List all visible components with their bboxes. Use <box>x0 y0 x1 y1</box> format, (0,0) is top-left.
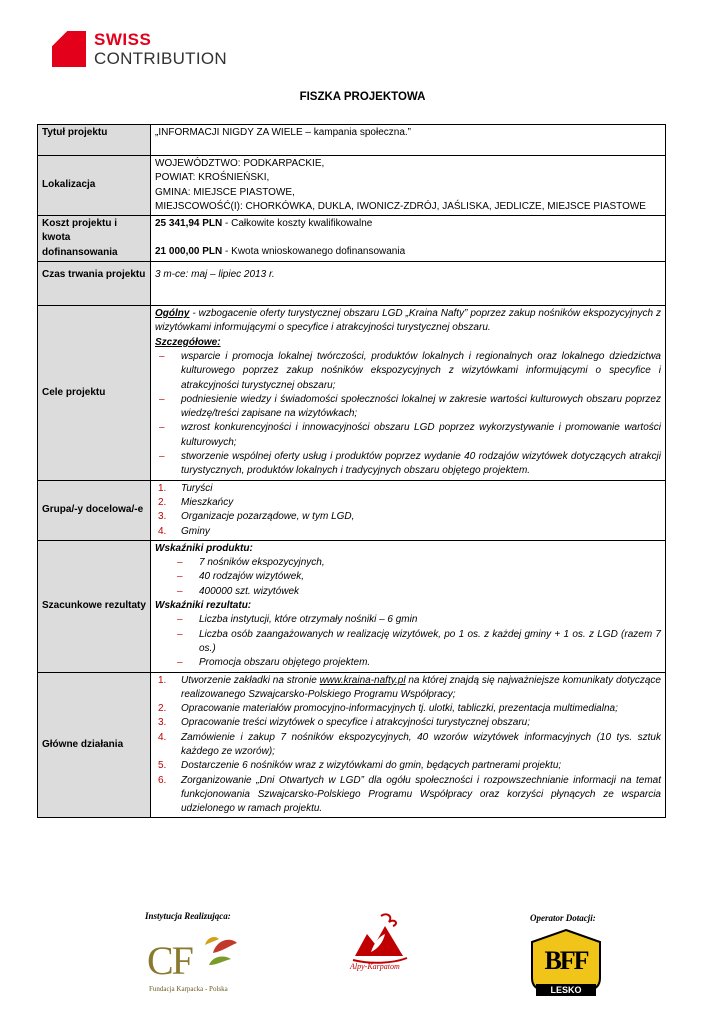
page-title: FISZKA PROJEKTOWA <box>299 91 426 103</box>
list-item: 1. Utworzenie zakładki na stronie www.kraina-nafty.pl na której znajdą się najważniejsze komunikaty dotyczące realizowanego Szwajcarsko-Polskiego Programu Współpracy; <box>158 674 661 700</box>
lok-line: POWIAT: KROŚNIEŃSKI, <box>155 172 270 184</box>
list-item: – podniesienie wiedzy i świadomości społeczności lokalnej w zakresie wartości kulturowych obszaru poprzez wiedzę/treści zapisane na wizytówkach; <box>155 393 661 422</box>
list-item: 4. Zamówienie i zakup 7 nośników ekspozycyjnych, 40 wzorów wizytówek informacyjnych (10 tys. sztuk każdego ze wzorów); <box>158 731 661 757</box>
dz-item1-post: na której znajdą się najważniejsze komunikaty dotyczące realizowanego Szwajcarsko-Polskiego Programu Współpracy; <box>181 674 661 700</box>
logo-line1: SWISS <box>94 30 152 49</box>
row-dzialania <box>38 672 666 818</box>
list-item: – Promocja obszaru objętego projektem. <box>155 656 661 670</box>
list-item: – 40 rodzajów wizytówek, <box>155 570 661 584</box>
list-item: 1. Turyści <box>158 482 213 494</box>
lok-line: WOJEWÓDZTWO: PODKARPACKIE, <box>155 158 325 169</box>
value-rezultaty <box>151 540 666 672</box>
value-lokalizacja <box>151 156 666 216</box>
dzialania-list <box>155 674 661 817</box>
kraina-nafty-link[interactable]: www.kraina-nafty.pl <box>319 674 406 686</box>
lok-line: MIEJSCOWOŚĆ(I): CHORKÓWKA, DUKLA, IWONICZ-ZDRÓJ, JAŚLISKA, JEDLICZE, MIEJSCE PIASTOWE <box>155 200 646 212</box>
list-item: 3. Organizacje pozarządowe, w tym LGD, <box>158 511 355 523</box>
dz-item-text: Zamówienie i zakup 7 nośników ekspozycyjnych, 40 wzorów wizytówek informacyjnych (10 tys. sztuk każdego ze wzorów); <box>181 731 661 757</box>
list-item: – Liczba instytucji, które otrzymały nośniki – 6 gmin <box>155 613 661 627</box>
dz-item-text: Opracowanie treści wizytówek o specyfice i atrakcyjności turystycznej obszaru; <box>181 717 531 729</box>
swiss-logo-mark-icon <box>52 31 86 67</box>
dz-item-text: Opracowanie materiałów promocyjno-informacyjnych tj. ulotki, tabliczki, prezentacja multimedialna; <box>181 703 618 715</box>
koszt-amount1: 25 341,94 PLN <box>155 218 223 230</box>
grupa-item-text: Turyści <box>181 482 213 494</box>
result-list <box>155 613 661 670</box>
value-czas: 3 m-ce: maj – lipiec 2013 r. <box>151 262 666 306</box>
list-item: 4. Gminy <box>158 525 210 537</box>
label-czas: Czas trwania projektu <box>38 262 151 306</box>
row-czas <box>38 262 666 306</box>
alpy-karpatom-text: Alpy-Karpatom <box>350 962 400 971</box>
label-tytul: Tytuł projektu <box>38 125 151 156</box>
list-item: 5. Dostarczenie 6 nośników wraz z wizytówkami do gmin, będących partnerami projektu; <box>158 760 562 772</box>
row-grupa <box>38 480 666 540</box>
value-grupa <box>151 480 666 540</box>
bff-lesko-logo <box>530 928 602 998</box>
list-item: 2. Opracowanie materiałów promocyjno-informacyjnych tj. ulotki, tabliczki, prezentacja multimedialna; <box>158 703 618 715</box>
koszt-amount2: 21 000,00 PLN <box>155 246 223 258</box>
swiss-contribution-logo <box>52 31 232 71</box>
lok-line: GMINA: MIEJSCE PIASTOWE, <box>155 186 295 198</box>
row-rezultaty <box>38 540 666 672</box>
label-grupa: Grupa/-y docelowa/-e <box>38 480 151 540</box>
cele-general-head: Ogólny <box>155 308 190 320</box>
dz-item-text: Dostarczenie 6 nośników wraz z wizytówkami do gmin, będących partnerami projektu; <box>181 760 562 772</box>
list-item: – wsparcie i promocja lokalnej twórczości, produktów lokalnych i regionalnych oraz lokalnego dziedzictwa kulturowego poprzez zakup nośników ekspozycyjnych z wizytówkami informującymi o specyfice i atrakcyjności turystycznej obszaru; <box>155 350 661 393</box>
dz-item1-pre: Utworzenie zakładki na stronie <box>181 674 320 686</box>
label-lokalizacja: Lokalizacja <box>38 156 151 216</box>
cele-detail-head: Szczegółowe: <box>155 336 221 348</box>
grupa-list <box>155 482 661 539</box>
label-koszt: Koszt projektu i kwota dofinansowania <box>38 216 151 262</box>
grupa-item-text: Gminy <box>181 525 210 537</box>
row-cele <box>38 306 666 481</box>
koszt-desc2: - Kwota wnioskowanego dofinansowania <box>222 246 406 258</box>
fundacja-karpacka-logo <box>143 935 243 997</box>
right-label: Operator Dotacji: <box>530 913 596 923</box>
koszt-desc1: - Całkowite koszty kwalifikowalne <box>222 218 373 230</box>
cele-list <box>155 350 661 479</box>
cf-letters: CF <box>147 938 192 983</box>
label-dzialania: Główne działania <box>38 672 151 818</box>
value-tytul: „INFORMACJI NIGDY ZA WIELE – kampania społeczna.” <box>151 125 666 156</box>
label-rezultaty: Szacunkowe rezultaty <box>38 540 151 672</box>
bff-letters: BFF <box>544 946 588 975</box>
logo-line2: CONTRIBUTION <box>94 49 227 68</box>
list-item: 3. Opracowanie treści wizytówek o specyfice i atrakcyjności turystycznej obszaru; <box>158 717 531 729</box>
rezultaty-result-head: Wskaźniki rezultatu: <box>155 600 252 612</box>
row-lokalizacja <box>38 156 666 216</box>
bff-sub: LESKO <box>550 985 582 995</box>
list-item: – 7 nośników ekspozycyjnych, <box>155 556 661 570</box>
label-cele: Cele projektu <box>38 306 151 481</box>
product-list <box>155 556 661 599</box>
list-item: – 400000 szt. wizytówek <box>155 585 661 599</box>
list-item: 2. Mieszkańcy <box>158 496 234 508</box>
rezultaty-product-head: Wskaźniki produktu: <box>155 542 253 554</box>
value-koszt <box>151 216 666 262</box>
left-label: Instytucja Realizująca: <box>145 911 231 921</box>
dz-item-text: Zorganizowanie „Dni Otwartych w LGD” dla ogółu społeczności i rozpowszechnianie informacji na temat funkcjonowania Szwajcarsko-Polskiego Programu Współpracy oraz korzyści płynących ze wsparcia udzielonego w ramach projektu. <box>181 774 661 815</box>
grupa-item-text: Mieszkańcy <box>181 496 234 508</box>
list-item: – Liczba osób zaangażowanych w realizację wizytówek, po 1 os. z każdej gminy + 1 os. z LGD (razem 7 os.) <box>155 628 661 657</box>
list-item: 6. Zorganizowanie „Dni Otwartych w LGD” dla ogółu społeczności i rozpowszechnianie informacji na temat funkcjonowania Szwajcarsko-Polskiego Programu Współpracy oraz korzyści płynących ze wsparcia udzielonego w ramach projektu. <box>158 774 661 815</box>
cele-general-text: - wzbogacenie oferty turystycznej obszaru LGD „Kraina Nafty” poprzez zakup nośników ekspozycyjnych z wizytówkami informującymi o specyfice i atrakcyjności turystycznej obszaru. <box>155 308 661 334</box>
row-tytul <box>38 125 666 156</box>
project-table <box>37 124 666 818</box>
list-item: – stworzenie wspólnej oferty usług i produktów poprzez wydanie 40 rodzajów wizytówek dotyczących atrakcji turystycznych, produktów lokalnych i tradycyjnych obszaru objętego projektem. <box>155 450 661 479</box>
row-koszt <box>38 216 666 262</box>
list-item: – wzrost konkurencyjności i innowacyjności obszaru LGD poprzez wykorzystywanie i promowanie wartości kulturowych; <box>155 421 661 450</box>
value-dzialania <box>151 672 666 818</box>
cf-sub: Fundacja Karpacka - Polska <box>149 985 228 993</box>
alpy-karpatom-logo-icon <box>345 908 415 970</box>
value-cele <box>151 306 666 481</box>
grupa-item-text: Organizacje pozarządowe, w tym LGD, <box>181 511 355 523</box>
